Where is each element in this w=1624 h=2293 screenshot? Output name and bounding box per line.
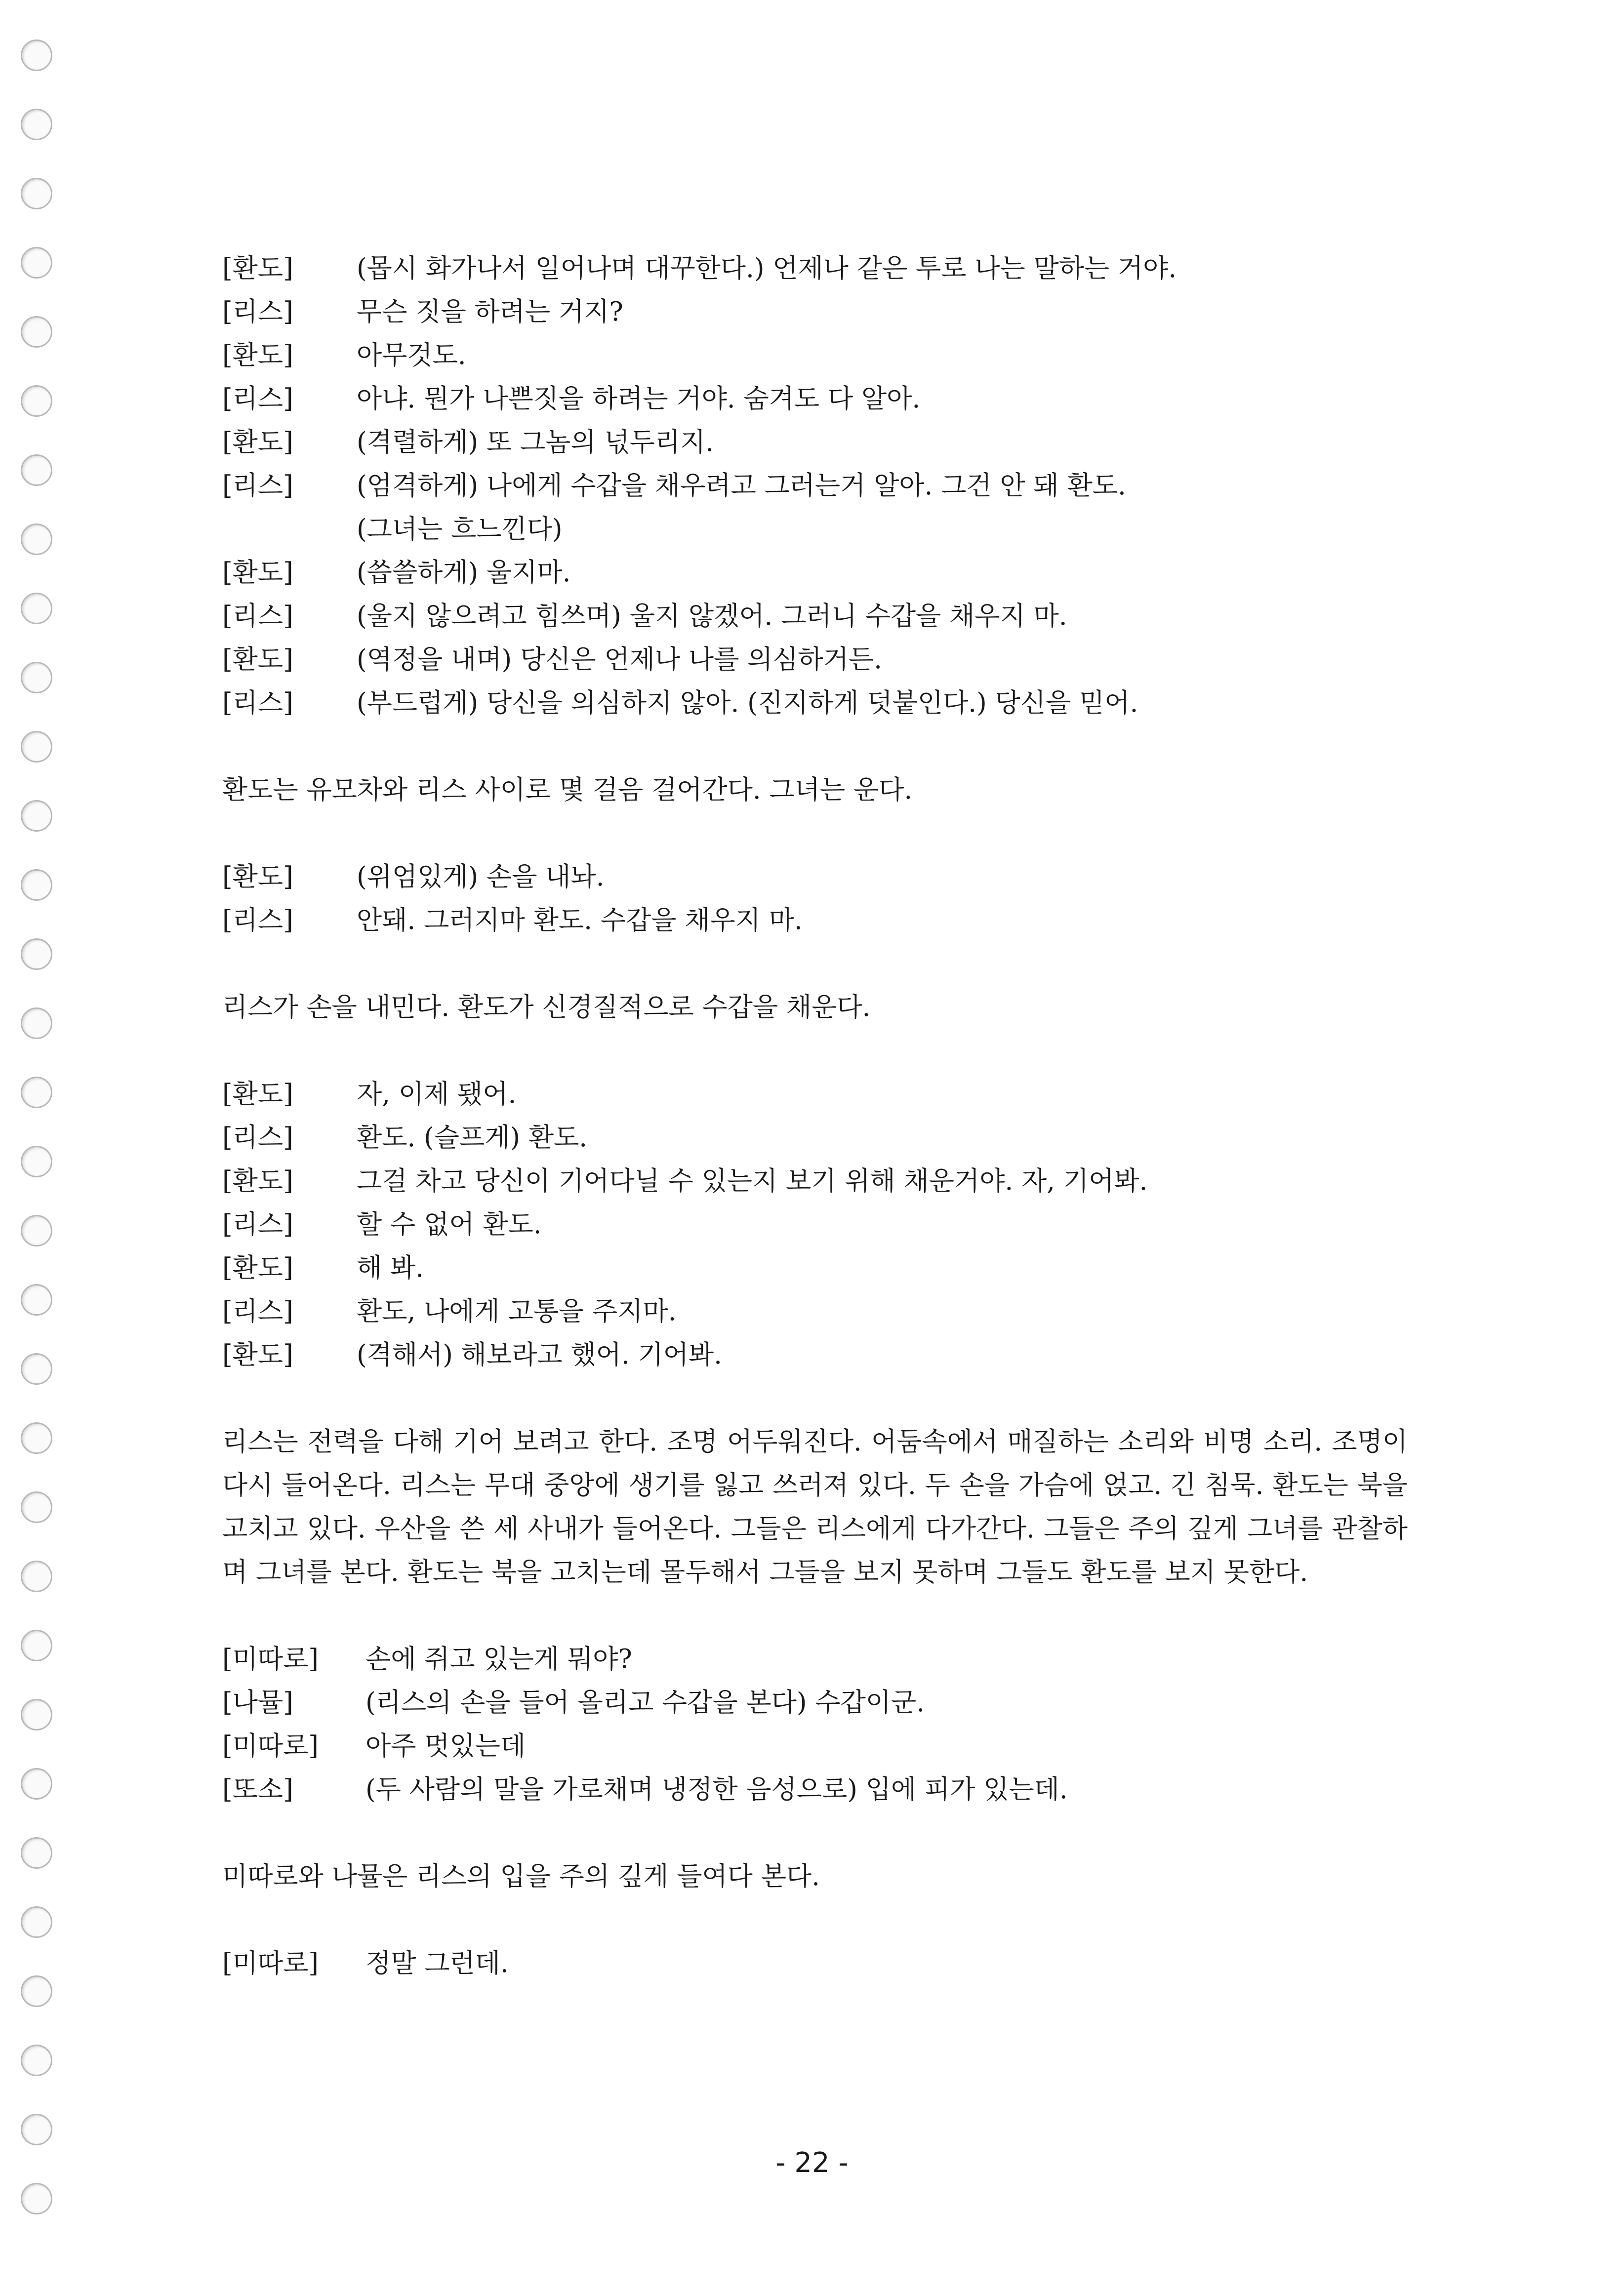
binder-hole bbox=[21, 1422, 52, 1454]
dialogue-line bbox=[222, 1247, 1408, 1290]
speaker-label: [환도] bbox=[222, 1253, 293, 1283]
binder-hole bbox=[21, 385, 52, 417]
dialogue-line bbox=[222, 551, 1408, 595]
dialogue-line bbox=[222, 508, 1408, 551]
dialogue-line bbox=[222, 290, 1408, 334]
dialogue-text: (부드럽게) 당신을 의심하지 않아. (진지하게 덧붙인다.) 당신을 믿어. bbox=[357, 688, 1138, 718]
speaker-label: [리스] bbox=[222, 1209, 293, 1240]
speaker-label: [미따로] bbox=[222, 1948, 319, 1978]
speaker-label: [환도] bbox=[222, 862, 293, 892]
dialogue-text: 그걸 차고 당신이 기어다닐 수 있는지 보기 위해 채운거야. 자, 기어봐. bbox=[357, 1166, 1148, 1196]
dialogue-text: (씁쓸하게) 울지마. bbox=[357, 558, 571, 588]
dialogue-line bbox=[222, 1160, 1408, 1203]
dialogue-text: 정말 그런데. bbox=[365, 1948, 509, 1978]
dialogue-line bbox=[222, 1768, 1408, 1811]
dialogue-line bbox=[222, 1681, 1408, 1725]
binder-hole bbox=[21, 1077, 52, 1108]
binder-hole bbox=[21, 523, 52, 555]
speaker-label: [리스] bbox=[222, 297, 293, 327]
dialogue-text: (역정을 내며) 당신은 언제나 나를 의심하거든. bbox=[357, 644, 883, 675]
binder-hole bbox=[21, 869, 52, 901]
dialogue-text: (격렬하게) 또 그놈의 넋두리지. bbox=[357, 427, 714, 457]
stage-direction: 리스가 손을 내민다. 환도가 신경질적으로 수갑을 채운다. bbox=[222, 992, 871, 1022]
speaker-label: [리스] bbox=[222, 905, 293, 935]
speaker-label: [환도] bbox=[222, 1166, 293, 1196]
dialogue-line bbox=[222, 1725, 1408, 1768]
dialogue-line bbox=[222, 638, 1408, 682]
speaker-label bbox=[222, 508, 357, 551]
dialogue-text: 손에 쥐고 있는게 뭐야? bbox=[365, 1644, 632, 1674]
dialogue-text: 아무것도. bbox=[357, 340, 466, 370]
binder-hole bbox=[21, 662, 52, 693]
dialogue-line bbox=[222, 595, 1408, 638]
binder-hole bbox=[21, 109, 52, 140]
blank-line bbox=[222, 1377, 1408, 1420]
blank-line bbox=[222, 812, 1408, 855]
blank-line bbox=[222, 942, 1408, 986]
dialogue-line bbox=[222, 464, 1408, 508]
speaker-label: [환도] bbox=[222, 558, 293, 588]
binder-hole bbox=[21, 316, 52, 348]
binder-hole bbox=[21, 1007, 52, 1039]
binder-hole bbox=[21, 1630, 52, 1661]
dialogue-line bbox=[222, 855, 1408, 899]
binder-hole bbox=[21, 1146, 52, 1177]
dialogue-text: 무슨 짓을 하려는 거지? bbox=[357, 297, 623, 327]
speaker-label: [환도] bbox=[222, 340, 293, 370]
dialogue-line bbox=[222, 899, 1408, 942]
dialogue-text: (위엄있게) 손을 내놔. bbox=[357, 862, 605, 892]
binder-holes bbox=[14, 40, 53, 2292]
binder-hole bbox=[21, 1837, 52, 1869]
stage-direction: 리스는 전력을 다해 기어 보려고 한다. 조명 어두워진다. 어둠속에서 매질하는 소리와 비명 소리. 조명이 다시 들어온다. 리스는 무대 중앙에 생기를 잃고 쓰러져 있다. 두 손을 가슴에 얹고. 긴 침묵. 환도는 북을 고치고 있다. 우산을 쓴 세 사내가 들어온다. 그들은 리스에게 다가간다. 그들은 주의 깊게 그녀를 관찰하며 그녀를 본다. 환도는 북을 고치는데 몰두해서 그들을 보지 못하며 그들도 환도를 보지 못한다. bbox=[222, 1427, 1408, 1587]
binder-hole bbox=[21, 1353, 52, 1385]
speaker-label: [또소] bbox=[222, 1774, 293, 1805]
dialogue-line bbox=[222, 377, 1408, 421]
speaker-label: [리스] bbox=[222, 384, 293, 414]
dialogue-text: 안돼. 그러지마 환도. 수갑을 채우지 마. bbox=[357, 905, 803, 935]
dialogue-text: (엄격하게) 나에게 수갑을 채우려고 그러는거 알아. 그건 안 돼 환도. bbox=[357, 471, 1126, 501]
blank-line bbox=[222, 1898, 1408, 1942]
dialogue-line bbox=[222, 1638, 1408, 1681]
dialogue-line bbox=[222, 682, 1408, 725]
page-number: - 22 - bbox=[775, 2147, 849, 2179]
speaker-label: [리스] bbox=[222, 1123, 293, 1153]
binder-hole bbox=[21, 593, 52, 624]
binder-hole bbox=[21, 2114, 52, 2145]
binder-hole bbox=[21, 1975, 52, 2007]
speaker-label: [리스] bbox=[222, 688, 293, 718]
blank-line bbox=[222, 1811, 1408, 1855]
binder-hole bbox=[21, 2045, 52, 2076]
blank-line bbox=[222, 1029, 1408, 1073]
blank-line bbox=[222, 1594, 1408, 1638]
dialogue-line bbox=[222, 247, 1408, 290]
speaker-label: [환도] bbox=[222, 1079, 293, 1109]
speaker-label: [리스] bbox=[222, 601, 293, 631]
speaker-label: [리스] bbox=[222, 1296, 293, 1327]
stage-direction: 환도는 유모차와 리스 사이로 몇 걸음 걸어간다. 그녀는 운다. bbox=[222, 775, 913, 805]
dialogue-line bbox=[222, 1073, 1408, 1116]
dialogue-text: 아주 멋있는데 bbox=[365, 1731, 526, 1761]
speaker-label: [환도] bbox=[222, 253, 293, 283]
dialogue-line bbox=[222, 1116, 1408, 1160]
dialogue-text: 아냐. 뭔가 나쁜짓을 하려는 거야. 숨겨도 다 알아. bbox=[357, 384, 921, 414]
dialogue-text: 환도. (슬프게) 환도. bbox=[357, 1123, 588, 1153]
binder-hole bbox=[21, 1768, 52, 1800]
binder-hole bbox=[21, 454, 52, 486]
speaker-label: [미따로] bbox=[222, 1644, 319, 1674]
speaker-label: [환도] bbox=[222, 644, 293, 675]
dialogue-text: (몹시 화가나서 일어나며 대꾸한다.) 언제나 같은 투로 나는 말하는 거야. bbox=[357, 253, 1177, 283]
speaker-label: [리스] bbox=[222, 471, 293, 501]
dialogue-text: (울지 않으려고 힘쓰며) 울지 않겠어. 그러니 수갑을 채우지 마. bbox=[357, 601, 1067, 631]
dialogue-text: (그녀는 흐느낀다) bbox=[357, 514, 563, 544]
binder-hole bbox=[21, 1906, 52, 1938]
dialogue-line bbox=[222, 1942, 1408, 1985]
binder-hole bbox=[21, 1215, 52, 1247]
dialogue-text: (리스의 손을 들어 올리고 수갑을 본다) 수갑이군. bbox=[365, 1688, 925, 1718]
dialogue-text: (두 사람의 말을 가로채며 냉정한 음성으로) 입에 피가 있는데. bbox=[365, 1774, 1068, 1805]
binder-hole bbox=[21, 1699, 52, 1730]
binder-hole bbox=[21, 178, 52, 209]
dialogue-text: (격해서) 해보라고 했어. 기어봐. bbox=[357, 1340, 722, 1370]
binder-hole bbox=[21, 938, 52, 970]
speaker-label: [미따로] bbox=[222, 1731, 319, 1761]
dialogue-line bbox=[222, 421, 1408, 464]
dialogue-text: 자, 이제 됐어. bbox=[357, 1079, 517, 1109]
dialogue-text: 할 수 없어 환도. bbox=[357, 1209, 542, 1240]
dialogue-line bbox=[222, 1333, 1408, 1377]
speaker-label: [환도] bbox=[222, 1340, 293, 1370]
binder-hole bbox=[21, 1561, 52, 1592]
dialogue-line bbox=[222, 1290, 1408, 1333]
binder-hole bbox=[21, 1491, 52, 1523]
script-body bbox=[222, 247, 1408, 1985]
binder-hole bbox=[21, 731, 52, 763]
dialogue-line bbox=[222, 334, 1408, 377]
stage-direction: 미따로와 나뮬은 리스의 입을 주의 깊게 들여다 본다. bbox=[222, 1861, 820, 1891]
dialogue-text: 환도, 나에게 고통을 주지마. bbox=[357, 1296, 677, 1327]
binder-hole bbox=[21, 1284, 52, 1316]
binder-hole bbox=[21, 800, 52, 832]
binder-hole bbox=[21, 40, 52, 71]
speaker-label: [나뮬] bbox=[222, 1688, 293, 1718]
dialogue-line bbox=[222, 1203, 1408, 1247]
binder-hole bbox=[21, 2183, 52, 2214]
speaker-label: [환도] bbox=[222, 427, 293, 457]
blank-line bbox=[222, 725, 1408, 768]
dialogue-text: 해 봐. bbox=[357, 1253, 424, 1283]
binder-hole bbox=[21, 247, 52, 279]
